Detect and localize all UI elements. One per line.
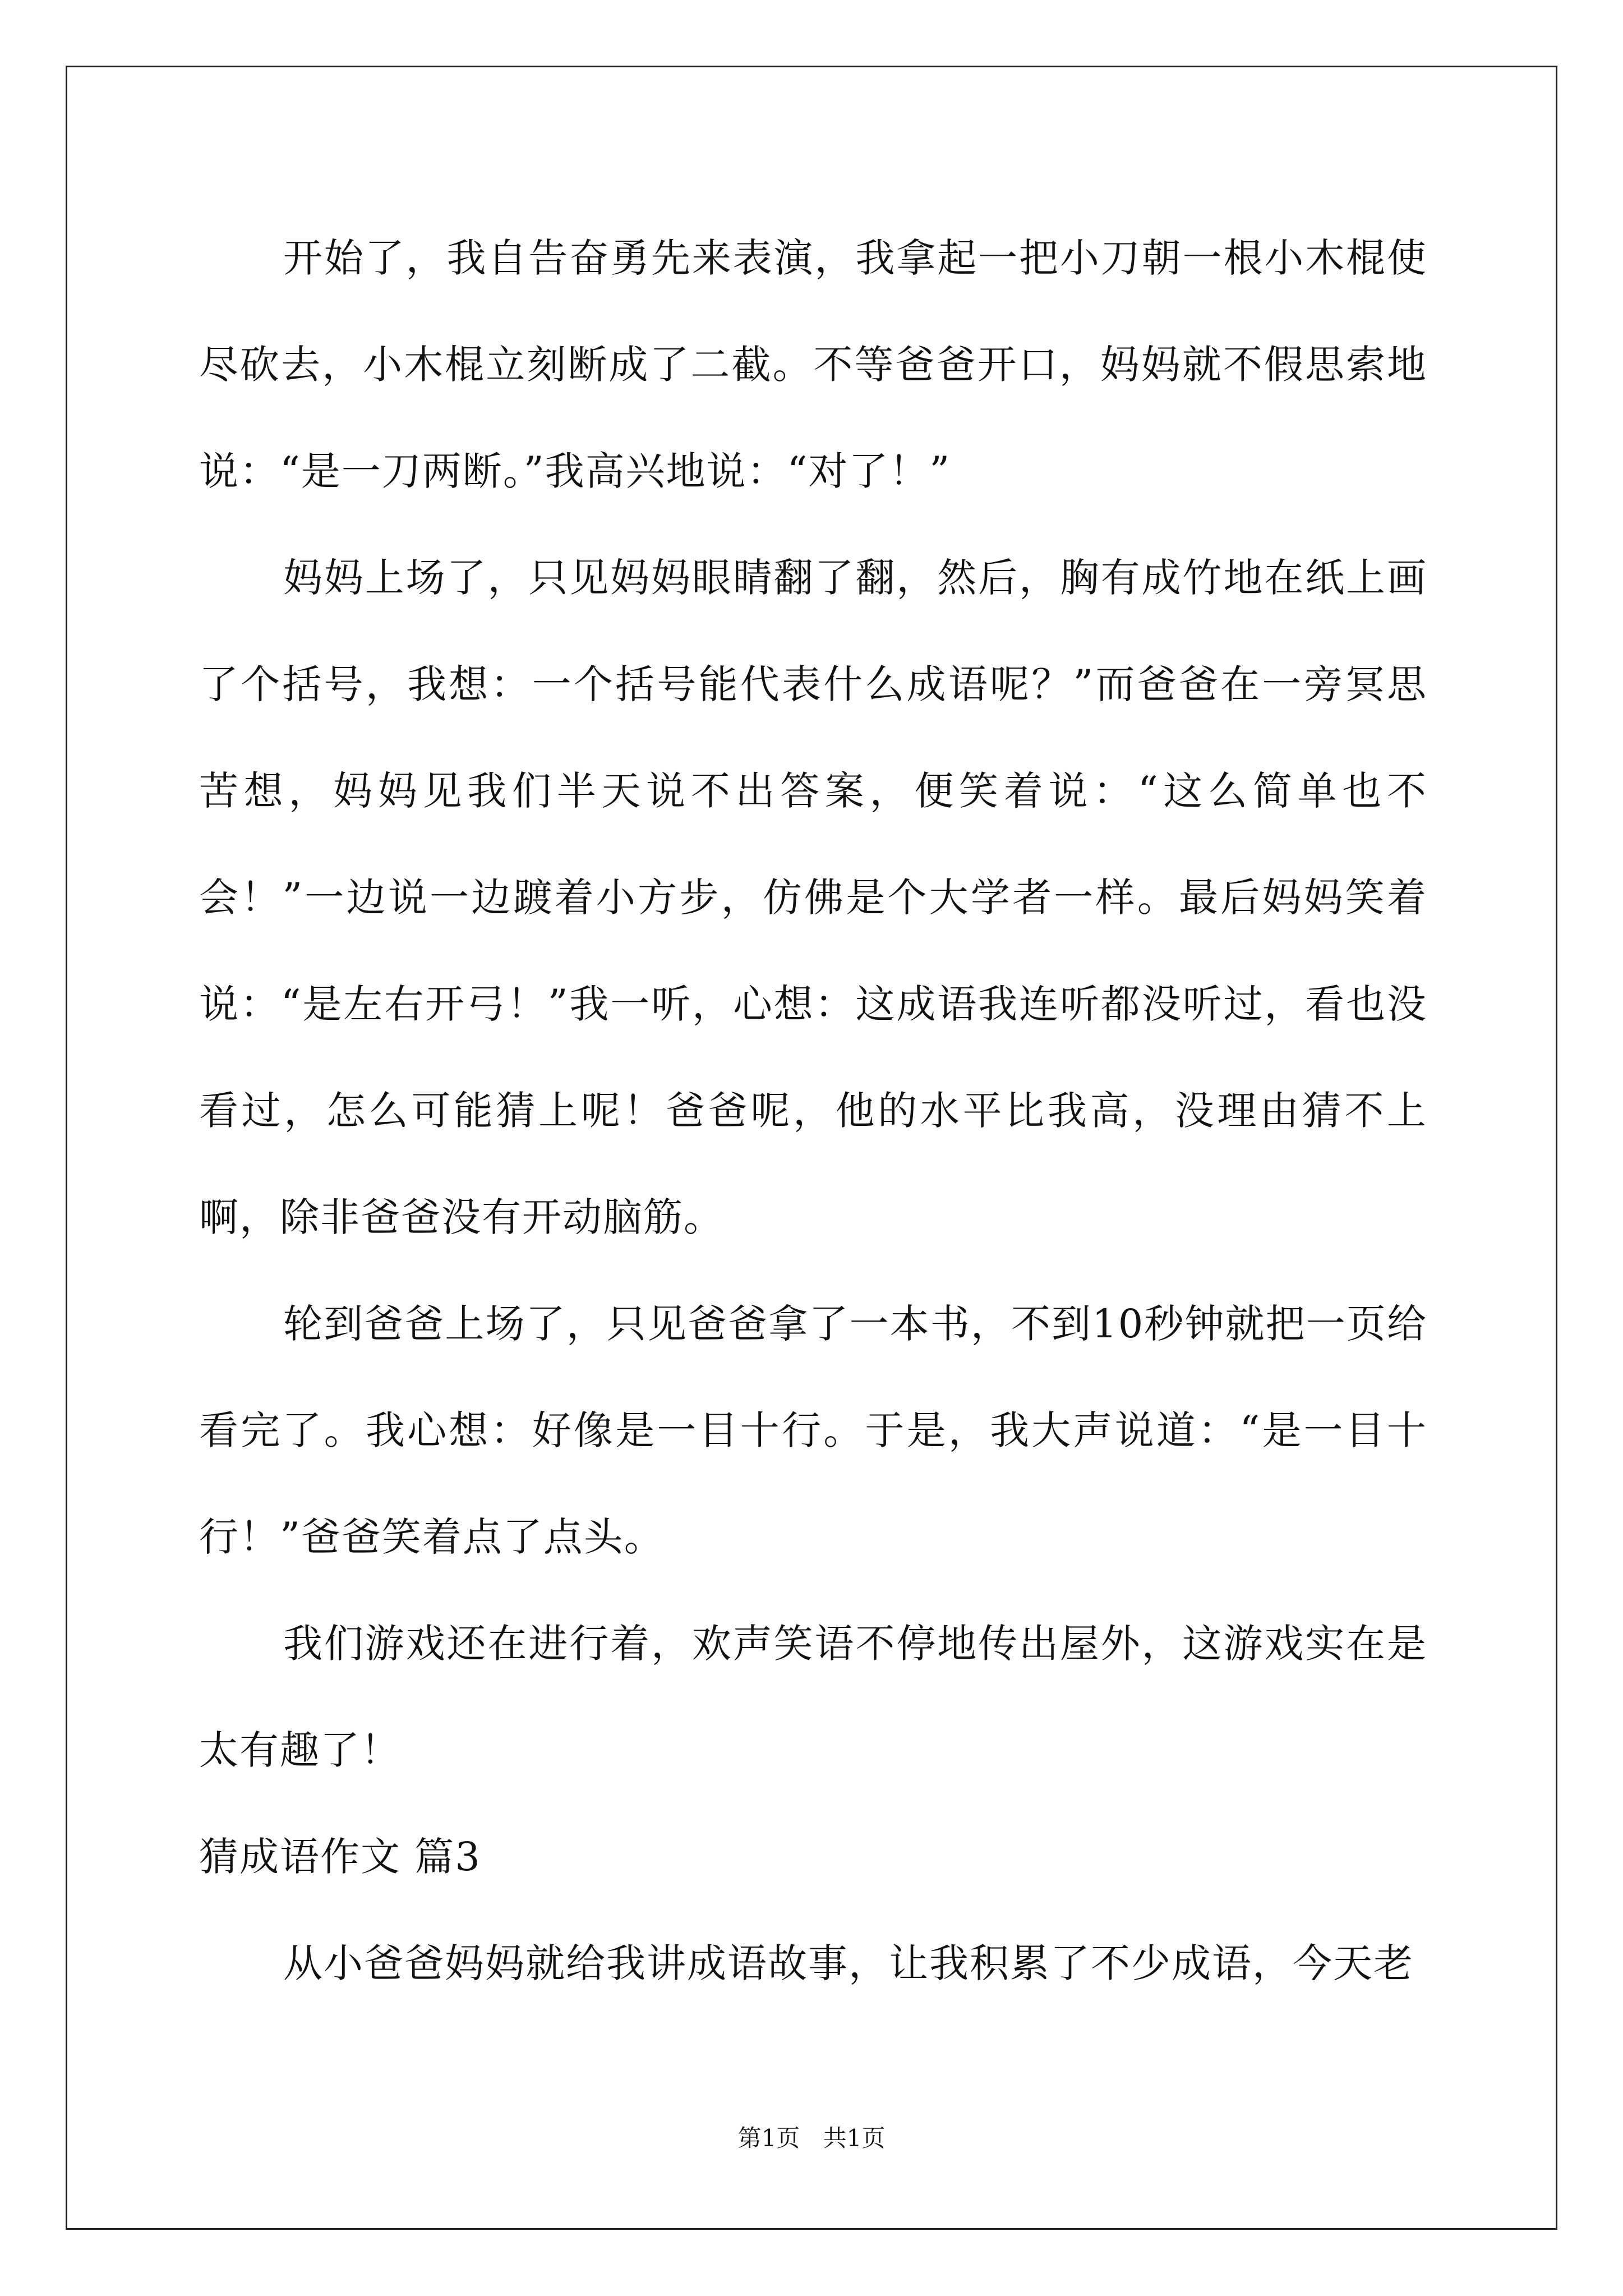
paragraph-5: 从小爸爸妈妈就给我讲成语故事，让我积累了不少成语，今天老	[283, 1940, 1414, 1986]
section-heading: 猜成语作文 篇3	[199, 1834, 481, 1880]
paragraph-2: 妈妈上场了，只见妈妈眼睛翻了翻，然后，胸有成竹地在纸上画了个括号，我想：一个括号能代表什么成语呢？”而爸爸在一旁冥思苦想，妈妈见我们半天说不出答案，便笑着说：“这么简单也不会！”一边说一边踱着小方步，仿佛是个大学者一样。最后妈妈笑着说：“是左右开弓！”我一听，心想：这成语我连听都没听过，看也没看过，怎么可能猜上呢！爸爸呢，他的水平比我高，没理由猜不上啊，除非爸爸没有开动脑筋。	[199, 555, 1427, 1240]
document-body	[199, 205, 1427, 2017]
page-number: 第1页	[737, 2124, 800, 2152]
paragraph-1: 开始了，我自告奋勇先来表演，我拿起一把小刀朝一根小木棍使尽砍去，小木棍立刻断成了二截。不等爸爸开口，妈妈就不假思索地说：“是一刀两断。”我高兴地说：“对了！”	[199, 235, 1427, 494]
page-footer	[0, 2122, 1623, 2155]
paragraph-4: 我们游戏还在进行着，欢声笑语不停地传出屋外，这游戏实在是太有趣了！	[199, 1621, 1427, 1773]
page-total: 共1页	[823, 2124, 886, 2152]
paragraph-3: 轮到爸爸上场了，只见爸爸拿了一本书，不到10秒钟就把一页给看完了。我心想：好像是一目十行。于是，我大声说道：“是一目十行！”爸爸笑着点了点头。	[199, 1301, 1427, 1560]
